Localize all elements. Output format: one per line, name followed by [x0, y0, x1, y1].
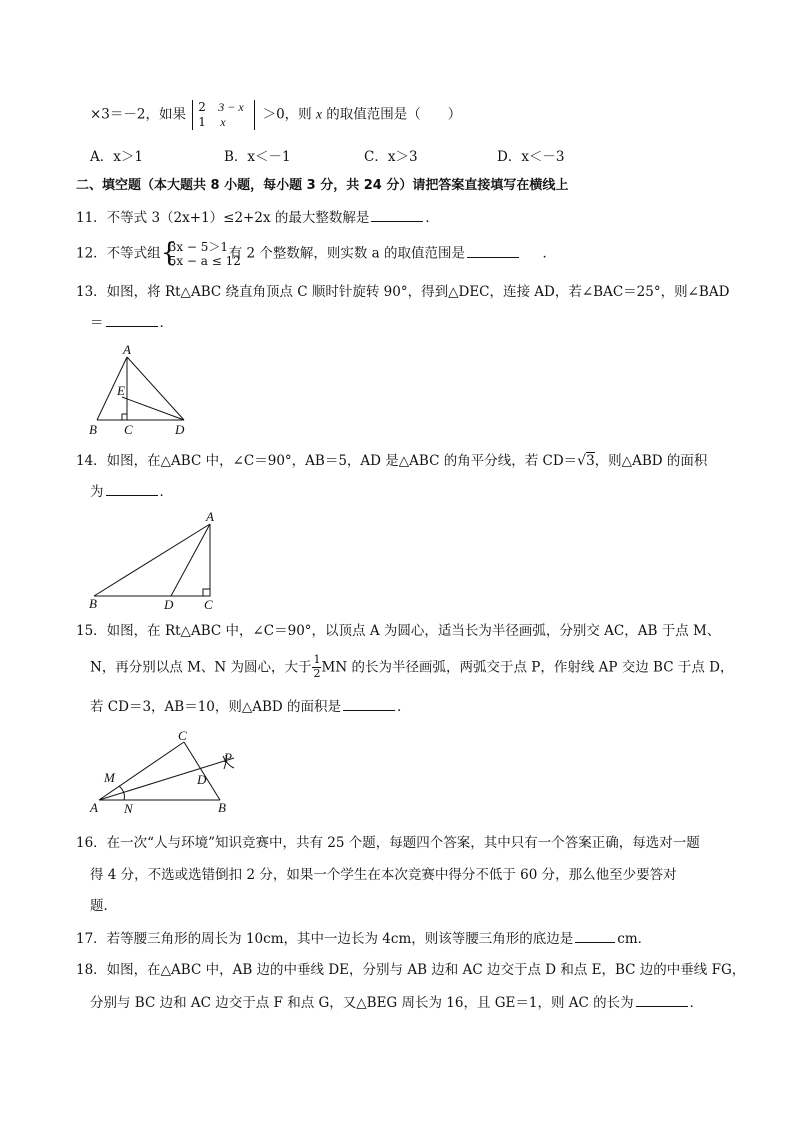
section-heading: 二、填空题（本大题共 8 小题，每小题 3 分，共 24 分）请把答案直接填写在横线上: [76, 178, 569, 193]
right-angle-mark: [203, 589, 210, 596]
q11: [76, 208, 439, 227]
q17: [76, 929, 651, 948]
q10-option-d[interactable]: D．x＜－3: [497, 149, 565, 165]
segment-ad: [127, 357, 184, 420]
fraction-denominator: 2: [313, 667, 321, 680]
inequality-system: { 3x − 5＞1 5x − a ≤ 12: [160, 238, 241, 268]
label-c: C: [124, 422, 133, 437]
q10-prefix: ×3＝－2，如果: [90, 106, 186, 123]
q10-line: [90, 100, 461, 130]
label-m: M: [104, 770, 115, 785]
sqrt-radicand: 3: [586, 453, 595, 469]
q15-end: ．: [397, 699, 411, 715]
q11-end: ．: [425, 210, 439, 226]
q10-option-a[interactable]: A．x＞1: [90, 149, 143, 165]
q17-end: cm．: [617, 931, 652, 947]
figure-q14: [84, 508, 224, 614]
q15-line2-a: N，再分别以点 M、N 为圆心，大于: [90, 659, 312, 676]
label-a: A: [206, 509, 214, 524]
q11-text: 11．不等式 3（2x+1）≤2+2x 的最大整数解是: [76, 210, 370, 226]
label-c: C: [204, 597, 213, 612]
q17-text: 17．若等腰三角形的周长为 10cm，其中一边长为 4cm，则该等腰三角形的底边是: [76, 931, 574, 947]
q18-line2-text: 分别与 BC 边和 AC 边交于点 F 和点 G，又△BEG 周长为 16，且 GE＝1，则 AC 的长为: [90, 995, 634, 1011]
q15-line3: [90, 697, 411, 716]
label-e: E: [117, 383, 125, 398]
q10-option-c[interactable]: C．x＞3: [364, 149, 418, 165]
q16-line2: 得 4 分，不选或选错倒扣 2 分，如果一个学生在本次竞赛中得分不低于 60 分，那么他至少要答对: [90, 867, 677, 883]
det-a: 2: [198, 100, 206, 114]
q16-line3: 题．: [90, 898, 117, 914]
q14-line2: [90, 482, 173, 501]
label-b: B: [89, 596, 97, 611]
segment-ad: [171, 524, 210, 596]
q18-end: ．: [689, 995, 704, 1011]
q10-option-b[interactable]: B．x＜－1: [224, 149, 291, 165]
q17-answer-blank[interactable]: [575, 929, 615, 943]
q13-end: ．: [159, 315, 173, 331]
q18-line2: [90, 993, 703, 1012]
q14-line1: [76, 452, 707, 470]
q15-line1: 15．如图，在 Rt△ABC 中，∠C＝90°，以顶点 A 为圆心，适当长为半径画弧，分别交 AC，AB 于点 M、: [76, 623, 721, 639]
label-a: A: [90, 800, 98, 815]
q10-var: x: [315, 106, 322, 122]
label-d: D: [197, 772, 207, 787]
label-a: A: [123, 342, 131, 357]
det-b: 3 − x: [218, 100, 244, 114]
label-b: B: [218, 800, 226, 815]
q13-line2-prefix: ＝: [90, 315, 104, 331]
q15-line3-text: 若 CD＝3，AB＝10，则△ABD 的面积是: [90, 699, 342, 715]
q18-line1: 18．如图，在△ABC 中，AB 边的中垂线 DE，分别与 AB 边和 AC 边交于点 D 和点 E，BC 边的中垂线 FG，: [76, 962, 746, 978]
label-d: D: [164, 597, 174, 612]
q18-answer-blank[interactable]: [636, 993, 688, 1007]
fraction-numerator: 1: [313, 653, 321, 666]
right-angle-mark: [122, 414, 127, 420]
det-c: 1: [198, 115, 206, 129]
system-row-2: 5x − a ≤ 12: [168, 254, 241, 268]
q13-line2: [90, 313, 173, 332]
q14-line1-text: 14．如图，在△ABC 中，∠C＝90°，AB＝5，AD 是△ABC 的角平分线，若 CD＝: [76, 453, 578, 469]
q14-line1-end: ，则△ABD 的面积: [594, 453, 708, 469]
segment-cb: [184, 742, 220, 800]
q14-answer-blank[interactable]: [106, 482, 158, 496]
q13-answer-blank[interactable]: [106, 313, 158, 327]
figure-q13: [84, 342, 194, 437]
q13-line1: 13．如图，将 Rt△ABC 绕直角顶点 C 顺时针旋转 90°，得到△DEC，连接 AD，若∠BAC＝25°，则∠BAD: [76, 284, 730, 300]
label-c: C: [178, 728, 187, 743]
label-n: N: [124, 801, 133, 816]
q12: [76, 240, 556, 268]
figure-q15: [84, 725, 244, 817]
system-row-1: 3x − 5＞1: [168, 240, 229, 254]
q12-end: ．: [542, 245, 556, 262]
segment-ed: [122, 397, 184, 420]
q14-line2-prefix: 为: [90, 484, 104, 500]
ray-ap: [99, 758, 234, 800]
q16-line1: 16．在一次“人与环境”知识竞赛中，共有 25 个题，每题四个答案，其中只有一个答案正确，每选对一题: [76, 835, 700, 851]
det-d: x: [220, 115, 226, 129]
q15-answer-blank[interactable]: [343, 697, 395, 711]
q10-suffix-a: ＞0，则: [262, 106, 312, 123]
segment-ba: [94, 524, 210, 596]
q11-answer-blank[interactable]: [371, 208, 423, 222]
fraction-one-half: [312, 654, 322, 682]
label-d: D: [175, 422, 185, 437]
q12-answer-blank[interactable]: [467, 244, 519, 258]
q12-prefix: 12．不等式组: [76, 245, 161, 262]
q12-suffix: 有 2 个整数解，则实数 a 的取值范围是: [228, 245, 465, 262]
label-p: P: [224, 750, 232, 765]
label-b: B: [89, 422, 97, 437]
q15-line2: [90, 654, 733, 682]
determinant: [192, 100, 256, 130]
q10-suffix-b: 的取值范围是（ ）: [326, 106, 462, 123]
q15-line2-b: MN 的长为半径画弧，两弧交于点 P，作射线 AP 交边 BC 于点 D，: [321, 659, 734, 676]
q14-end: ．: [159, 484, 173, 500]
sqrt-symbol: √: [577, 453, 587, 469]
